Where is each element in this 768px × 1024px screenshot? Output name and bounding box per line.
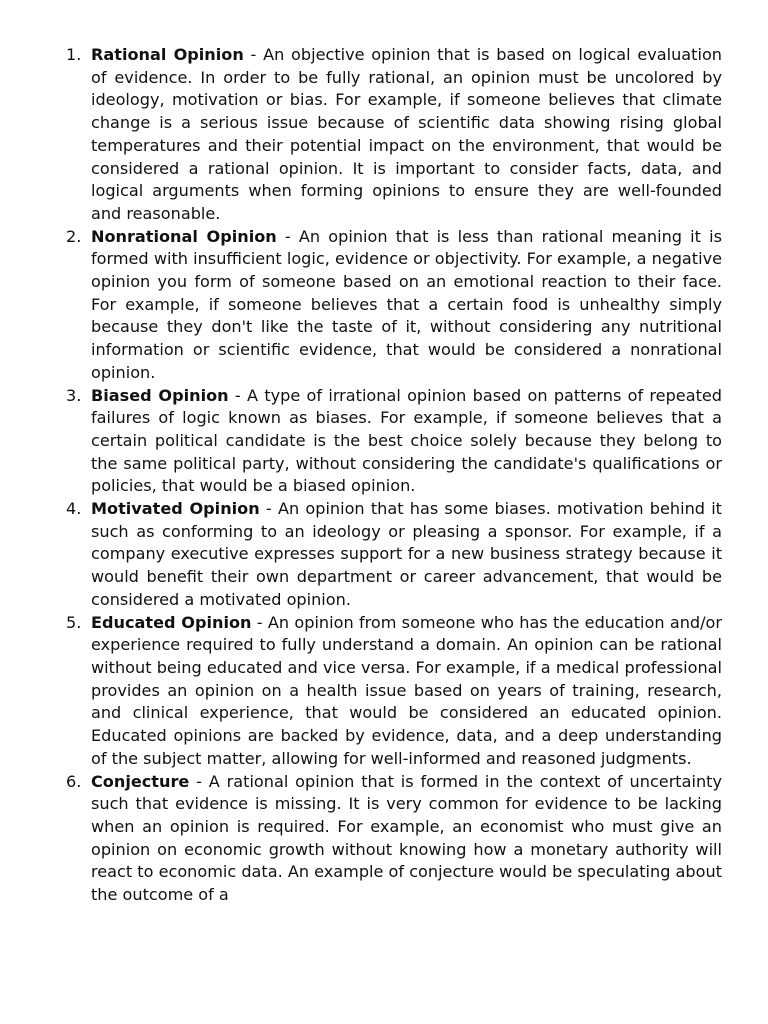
list-item-term: Conjecture <box>91 771 190 791</box>
list-item-number: 5. <box>66 612 82 632</box>
list-item-term: Motivated Opinion <box>91 499 260 519</box>
list-item-educated-opinion <box>0 612 722 771</box>
list-item-biased-opinion <box>0 385 722 499</box>
list-item-term: Rational Opinion <box>91 45 244 64</box>
opinion-types-list <box>0 44 768 907</box>
list-item-description: - A rational opinion that is formed in the context of uncertainty such that evidence is missing. It is very common for evidence to be lacking when an opinion is required. For example, an economist who must give an opinion on economic growth without knowing how a monetary authority will react to economic data. An example of conjecture would be speculating about the outcome of a <box>91 771 722 905</box>
list-item-description: - A type of irrational opinion based on patterns of repeated failures of logic known as biases. For example, if someone believes that a certain political candidate is the best choice solely because they belong to the same political party, without considering the candidate's qualifications or policies, that would be a biased opinion. <box>91 385 722 496</box>
list-item-number: 2. <box>66 226 82 246</box>
list-item-number: 4. <box>66 499 82 519</box>
list-item-description: - An opinion that is less than rational meaning it is formed with insufficient logic, evidence or objectivity. For example, a negative opinion you form of someone based on an emotional reaction to their face. For example, if someone believes that a certain food is unhealthy simply because they don't like the taste of it, without considering any nutritional information or scientific evidence, that would be considered a nonrational opinion. <box>91 226 722 382</box>
list-item-description: - An objective opinion that is based on logical evaluation of evidence. In order to be fully rational, an opinion must be uncolored by ideology, motivation or bias. For example, if someone believes that climate change is a serious issue because of scientific data showing rising global temperatures and their potential impact on the environment, that would be considered a rational opinion. It is important to consider facts, data, and logical arguments when forming opinions to ensure they are well-founded and reasonable. <box>91 45 722 223</box>
list-item-description: - An opinion from someone who has the education and/or experience required to fully understand a domain. An opinion can be rational without being educated and vice versa. For example, if a medical professional provides an opinion on a health issue based on years of training, research, and clinical experience, that would be considered an educated opinion. Educated opinions are backed by evidence, data, and a deep understanding of the subject matter, allowing for well-informed and reasoned judgments. <box>91 612 722 768</box>
list-item-rational-opinion <box>0 44 722 226</box>
list-item-conjecture <box>0 771 722 907</box>
list-item-description: - An opinion that has some biases. motivation behind it such as conforming to an ideology or pleasing a sponsor. For example, if a company executive expresses support for a new business strategy because it would benefit their own department or career advancement, that would be considered a motivated opinion. <box>91 499 722 609</box>
list-item-motivated-opinion <box>0 498 722 612</box>
list-item-term: Nonrational Opinion <box>91 226 277 246</box>
list-item-nonrational-opinion <box>0 226 722 385</box>
document-page <box>0 44 768 907</box>
list-item-term: Biased Opinion <box>91 385 229 405</box>
list-item-number: 3. <box>66 385 82 405</box>
list-item-number: 1. <box>66 45 82 64</box>
list-item-number: 6. <box>66 771 82 791</box>
list-item-term: Educated Opinion <box>91 612 252 632</box>
